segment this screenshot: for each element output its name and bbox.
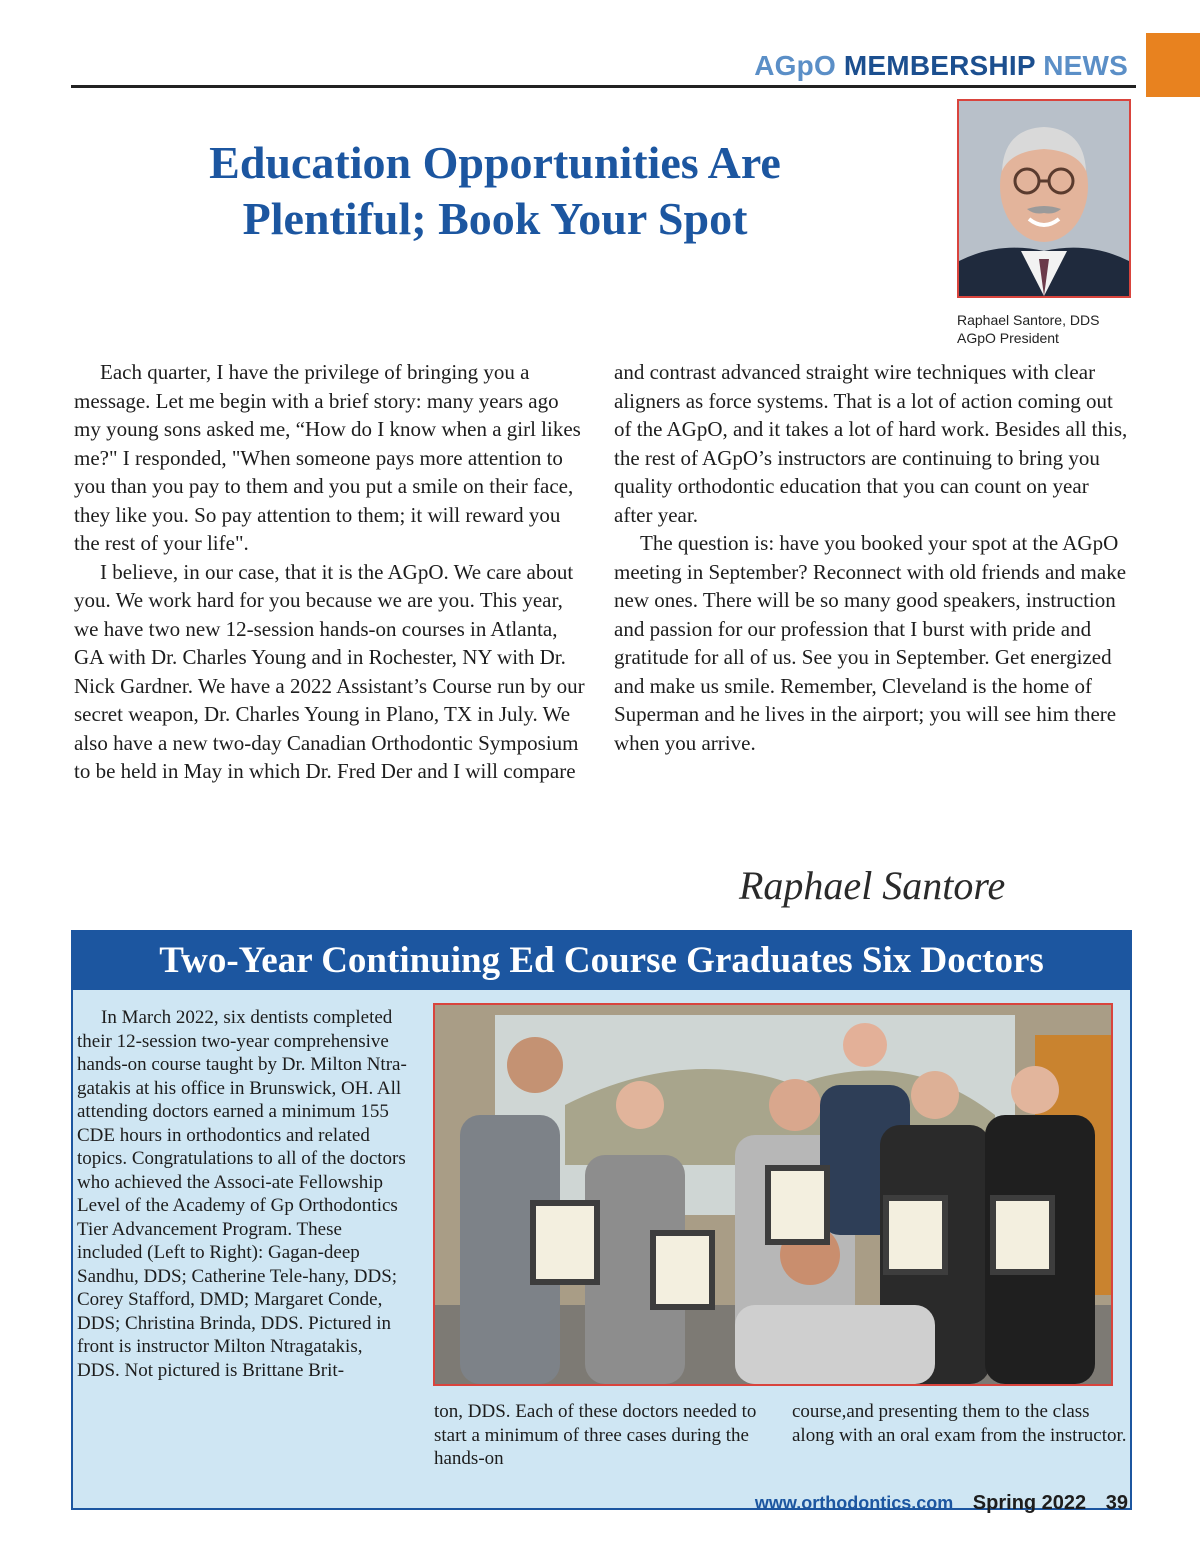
section-label-agpo: AGpO (754, 50, 836, 81)
president-portrait (957, 99, 1131, 298)
portrait-illustration (959, 101, 1129, 296)
graduates-paragraph: ton, DDS. Each of these doctors needed to start a minimum of three cases during the hands-on (434, 1401, 757, 1469)
article-title-line2: Plentiful; Book Your Spot (242, 193, 748, 244)
article-column-1 (74, 358, 589, 786)
footer-issue: Spring 2022 (972, 1492, 1087, 1514)
article-title-line1: Education Opportunities Are (209, 137, 781, 188)
article-paragraph: The question is: have you booked your spot at the AGpO meeting in September? Reconnect with old friends and make new ones. There will be so many good speakers, instruction and passion for our profession that I burst with pride and gratitude for all of us. See you in September. Get energized and make us smile. Remember, Cleveland is the home of Superman and he lives in the airport; you will see him there when you arrive. (614, 531, 1127, 755)
portrait-caption-name: Raphael Santore, DDS (957, 312, 1100, 328)
footer-url[interactable]: www.orthodontics.com (754, 1493, 954, 1513)
article-paragraph: Each quarter, I have the privilege of bringing you a message. Let me begin with a brief story: many years ago my young sons asked me, “How do I know when a girl likes me?" I responded, "When someone pays more attention to you than you pay to them and you put a smile on their face, they like you. So pay attention to them; it will reward you the rest of your life". (74, 360, 581, 555)
page-footer (755, 1492, 1128, 1515)
section-label-membership: MEMBERSHIP (843, 50, 1036, 81)
graduates-box-title: Two-Year Continuing Ed Course Graduates Six Doctors (73, 932, 1130, 990)
graduates-paragraph: In March 2022, six dentists completed their 12-session two-year comprehensive hands-on course taught by Dr. Milton Ntra-gatakis at his office in Brunswick, OH. All attending doctors earned a minimum 155 CDE hours in orthodontics and related topics. Congratulations to all of the doctors who achieved the Associ-ate Fellowship Level of the Academy of Gp Orthodontics Tier Advancement Program. These included (Left to Right): Gagan-deep Sandhu, DDS; Catherine Tele-hany, DDS; Corey Stafford, DMD; Margaret Conde, DDS; Christina Brinda, DDS. Pictured in front is instructor Milton Ntragatakis, DDS. Not pictured is Brittane Brit- (77, 1007, 407, 1381)
graduates-column-1 (77, 1006, 409, 1382)
section-color-tab (1146, 33, 1200, 97)
signature (735, 855, 1055, 915)
portrait-caption (957, 311, 1099, 347)
article-column-2 (614, 358, 1129, 757)
header-rule (71, 85, 1136, 88)
section-label-news: NEWS (1043, 50, 1128, 81)
signature-text: Raphael Santore (739, 863, 1006, 908)
footer-page-number: 39 (1105, 1492, 1128, 1514)
graduates-column-2 (434, 1400, 769, 1471)
section-label (754, 50, 1128, 82)
portrait-caption-role: AGpO President (957, 330, 1059, 346)
article-paragraph: I believe, in our case, that it is the AGpO. We care about you. We work hard for you because we are you. This year, we have two new 12-session hands-on courses in Atlanta, GA with Dr. Charles Young and in Rochester, NY with Dr. Nick Gardner. We have a 2022 Assistant’s Course run by our secret weapon, Dr. Charles Young in Plano, TX in July. We also have a new two-day Canadian Orthodontic Symposium to be held in May in which Dr. Fred Der and I will compare (74, 559, 585, 783)
article-paragraph: and contrast advanced straight wire techniques with clear aligners as force systems. That is a lot of action coming out of the AGpO, and it takes a lot of hard work. Besides all this, the rest of AGpO’s instructors are continuing to bring you quality orthodontic education that you can count on year after year. (614, 360, 1128, 527)
graduates-column-3 (792, 1400, 1128, 1447)
article-title (110, 135, 880, 247)
graduates-paragraph: course,and presenting them to the class along with an oral exam from the instructor. (792, 1401, 1127, 1446)
graduates-photo-illustration (435, 1005, 1111, 1384)
graduates-photo (433, 1003, 1113, 1386)
